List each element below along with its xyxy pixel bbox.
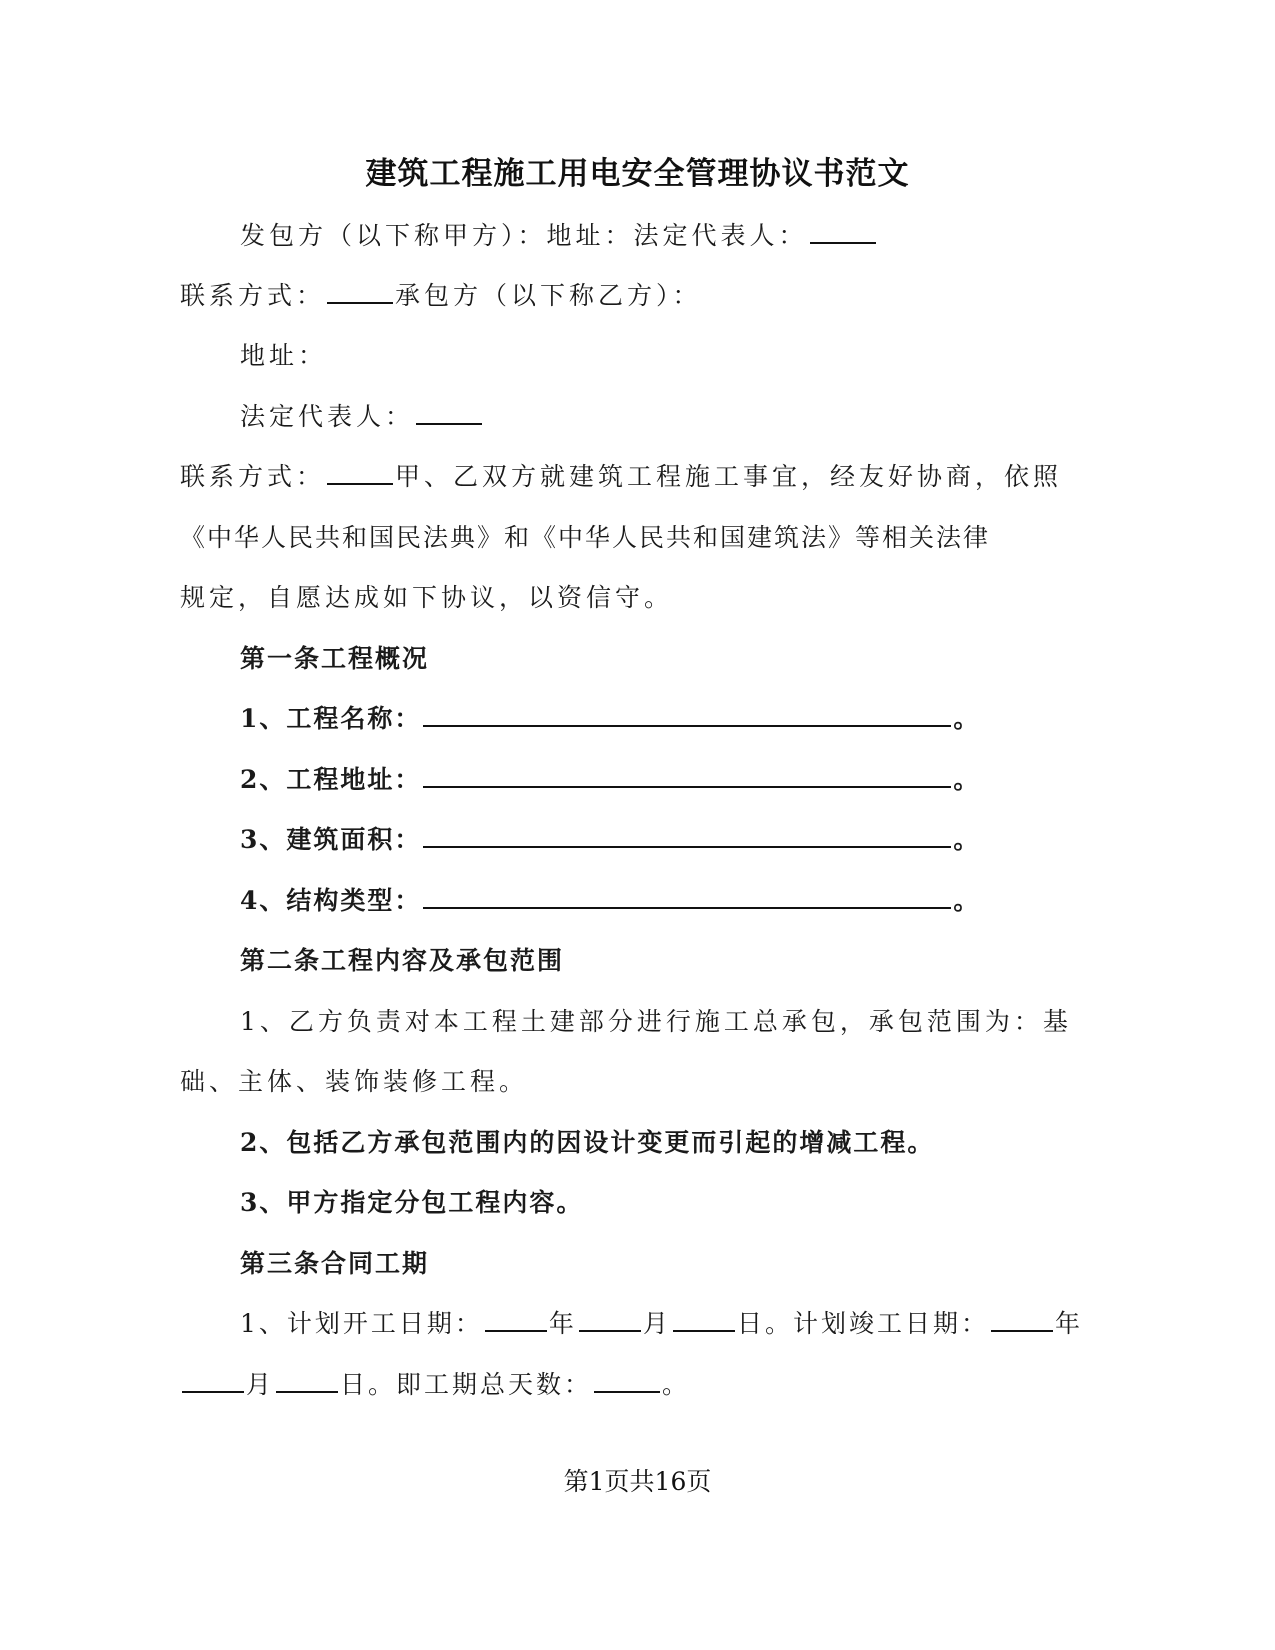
party-b-label: 承包方（以下称乙方）： [395, 281, 702, 310]
intro-line-contact-2 [180, 457, 1063, 497]
article2-item3: 3、甲方指定分包工程内容。 [240, 1188, 584, 1217]
article3-item1-line2 [180, 1365, 1030, 1405]
item-label: 3、建筑面积： [240, 825, 422, 854]
project-name-blank [423, 699, 951, 727]
article2-item1-line2: 础、主体、装饰装修工程。 [180, 1067, 529, 1096]
total-days-blank [594, 1365, 660, 1393]
item-label: 4、结构类型： [240, 886, 422, 915]
page-number: 第1页共16页 [563, 1467, 712, 1496]
year-label: 年 [1054, 1309, 1083, 1338]
finish-month-blank [182, 1365, 244, 1393]
start-month-blank [579, 1304, 641, 1332]
contact-label: 联系方式： [180, 281, 326, 310]
finish-year-blank [991, 1304, 1053, 1332]
article3-item1-line1 [240, 1304, 1083, 1344]
finish-date-label: 计划竣工日期： [792, 1309, 989, 1338]
intro-line-laws: 《中华人民共和国民法典》和《中华人民共和国建筑法》等相关法律 [180, 523, 991, 552]
intro-line-contact-party-b [180, 276, 1030, 316]
article2-heading: 第二条工程内容及承包范围 [240, 946, 565, 975]
finish-day-blank [276, 1365, 338, 1393]
agreement-intro-text: 甲、乙双方就建筑工程施工事宜，经友好协商，依照 [395, 462, 1063, 491]
contact-b-blank [327, 457, 393, 485]
address-label: 地址： [240, 341, 328, 370]
intro-line-legal-rep [240, 397, 1030, 437]
article2-item1-line1: 1、乙方负责对本工程土建部分进行施工总承包，承包范围为：基 [240, 1007, 1072, 1036]
start-date-label: 1、计划开工日期： [240, 1309, 483, 1338]
item-label: 2、工程地址： [240, 765, 422, 794]
item-label: 1、工程名称： [240, 704, 422, 733]
legal-rep-label: 法定代表人： [240, 402, 415, 431]
start-year-blank [485, 1304, 547, 1332]
structure-type-blank [423, 881, 951, 909]
month-label: 月 [642, 1309, 671, 1338]
article1-item-building-area [240, 820, 1030, 860]
day-label: 日。 [736, 1309, 793, 1338]
article1-heading: 第一条工程概况 [240, 644, 430, 673]
legal-rep-blank [810, 216, 876, 244]
intro-line-conclusion: 规定，自愿达成如下协议，以资信守。 [180, 583, 674, 612]
item-end: 。 [953, 765, 981, 794]
year-label: 年 [548, 1309, 577, 1338]
contact-blank [327, 276, 393, 304]
item-end: 。 [953, 704, 981, 733]
intro-line-party-a [240, 216, 1030, 256]
month-label: 月 [246, 1370, 275, 1399]
article2-item2: 2、包括乙方承包范围内的因设计变更而引起的增减工程。 [240, 1128, 935, 1157]
day-label: 日。 [340, 1370, 397, 1399]
start-day-blank [673, 1304, 735, 1332]
period-mark: 。 [662, 1370, 691, 1399]
legal-rep-b-blank [416, 397, 482, 425]
article1-item-project-name [240, 699, 1030, 739]
intro-line-address [240, 336, 1030, 376]
article1-item-structure-type [240, 881, 1030, 921]
item-end: 。 [953, 886, 981, 915]
total-days-label: 即工期总天数： [396, 1370, 593, 1399]
article1-item-project-address [240, 760, 1030, 800]
project-address-blank [423, 760, 951, 788]
contact-b-label: 联系方式： [180, 462, 326, 491]
building-area-blank [423, 820, 951, 848]
item-end: 。 [953, 825, 981, 854]
document-title: 建筑工程施工用电安全管理协议书范文 [365, 156, 910, 192]
article3-heading: 第三条合同工期 [240, 1249, 430, 1278]
party-a-label: 发包方（以下称甲方）：地址：法定代表人： [240, 221, 808, 250]
